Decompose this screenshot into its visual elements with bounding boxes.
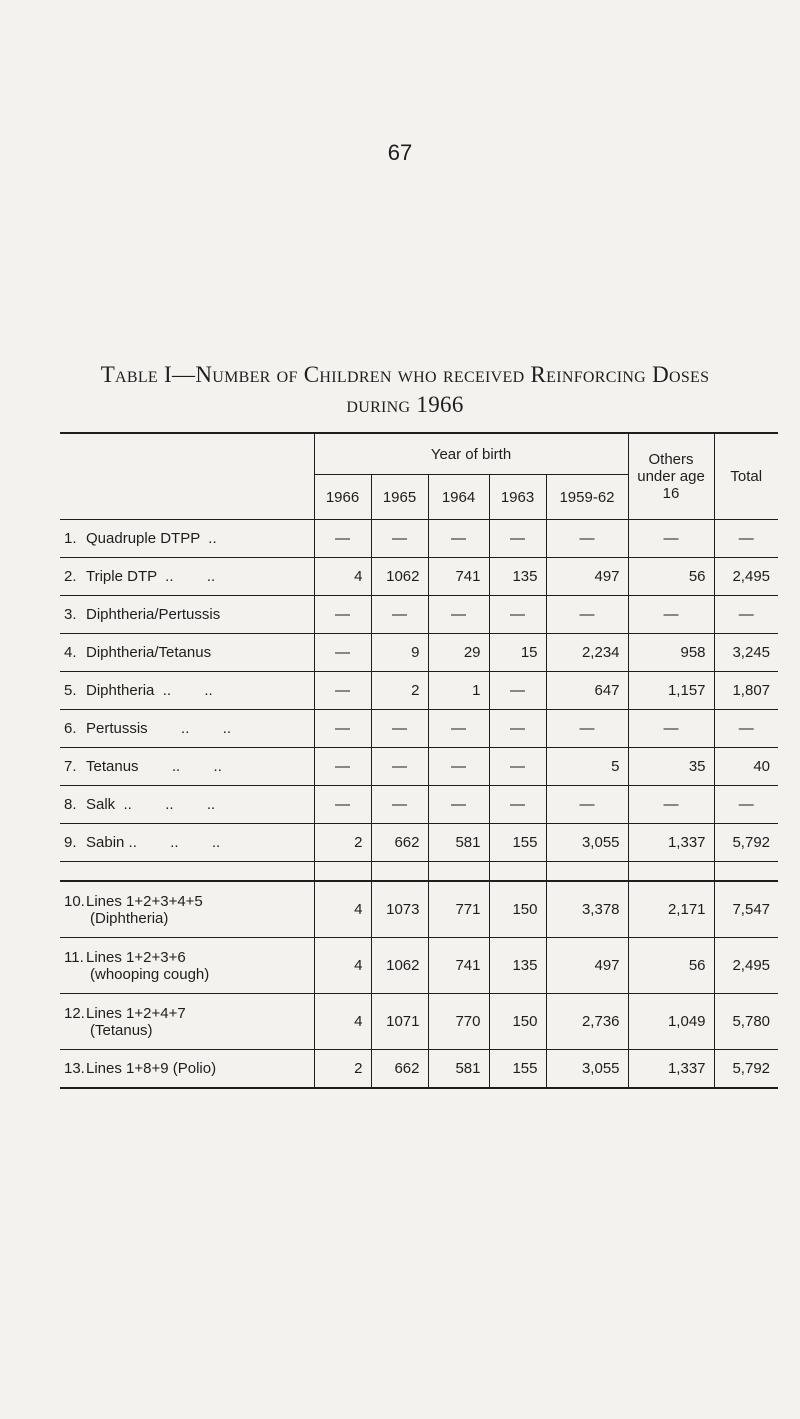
row-label-text: Lines 1+8+9 (Polio)	[86, 1060, 217, 1077]
table-title-line-1: Table I—Number of Children who received Reinforcing Doses	[100, 362, 710, 387]
data-cell: 155	[489, 1050, 546, 1089]
data-cell: —	[314, 710, 371, 748]
row-label-text: Pertussis .. ..	[86, 720, 232, 737]
data-cell: 1,337	[628, 824, 714, 862]
row-label	[60, 596, 314, 634]
data-cell: —	[628, 596, 714, 634]
data-cell: 2,495	[714, 558, 778, 596]
data-cell: 741	[428, 938, 489, 994]
data-cell: —	[428, 748, 489, 786]
data-cell: 4	[314, 938, 371, 994]
data-cell: —	[628, 786, 714, 824]
data-cell: 29	[428, 634, 489, 672]
data-cell: 1,337	[628, 1050, 714, 1089]
row-label	[60, 520, 314, 558]
data-cell: —	[371, 786, 428, 824]
row-label	[60, 786, 314, 824]
data-cell: 135	[489, 558, 546, 596]
data-cell: —	[546, 596, 628, 634]
data-cell: 958	[628, 634, 714, 672]
row-label-sub: (Tetanus)	[90, 1021, 153, 1039]
data-cell: 2,736	[546, 994, 628, 1050]
data-cell: 150	[489, 994, 546, 1050]
data-cell: 662	[371, 1050, 428, 1089]
row-number: 9.	[64, 834, 77, 851]
data-cell: 135	[489, 938, 546, 994]
data-cell: 5,780	[714, 994, 778, 1050]
row-number: 10.	[64, 892, 85, 910]
header-year: 1964	[428, 475, 489, 520]
data-cell: —	[314, 520, 371, 558]
data-cell: 35	[628, 748, 714, 786]
spacer-cell	[314, 862, 371, 882]
data-cell: —	[714, 520, 778, 558]
row-label	[60, 881, 314, 938]
data-cell: 2	[314, 824, 371, 862]
table-container	[60, 432, 778, 1089]
data-cell: 56	[628, 558, 714, 596]
table-title	[40, 360, 770, 420]
header-year-of-birth: Year of birth	[314, 433, 628, 475]
data-cell: 662	[371, 824, 428, 862]
data-cell: —	[428, 596, 489, 634]
row-label-text: Diphtheria/Tetanus	[86, 644, 212, 661]
data-cell: —	[314, 596, 371, 634]
data-cell: —	[489, 786, 546, 824]
data-cell: —	[546, 786, 628, 824]
table-body	[60, 520, 778, 1089]
spacer-cell	[714, 862, 778, 882]
data-cell: 1062	[371, 558, 428, 596]
data-cell: 1062	[371, 938, 428, 994]
row-number: 8.	[64, 796, 77, 813]
data-cell: —	[489, 748, 546, 786]
data-cell: 3,245	[714, 634, 778, 672]
data-cell: —	[428, 786, 489, 824]
data-cell: 1	[428, 672, 489, 710]
data-cell: —	[314, 748, 371, 786]
data-cell: —	[489, 520, 546, 558]
table-row	[60, 881, 778, 938]
row-number: 12.	[64, 1004, 85, 1022]
data-cell: 2,171	[628, 881, 714, 938]
data-cell: —	[371, 710, 428, 748]
data-cell: —	[489, 710, 546, 748]
spacer-cell	[546, 862, 628, 882]
row-label	[60, 824, 314, 862]
table-row	[60, 994, 778, 1050]
data-cell: —	[546, 520, 628, 558]
row-label	[60, 1050, 314, 1089]
row-label-text: Lines 1+2+4+7	[86, 1004, 186, 1022]
data-cell: 771	[428, 881, 489, 938]
data-cell: 3,378	[546, 881, 628, 938]
data-cell: 1,807	[714, 672, 778, 710]
table-row	[60, 634, 778, 672]
data-cell: 581	[428, 824, 489, 862]
data-cell: —	[714, 710, 778, 748]
row-label-text: Quadruple DTPP ..	[86, 530, 217, 547]
table-row	[60, 824, 778, 862]
data-cell: 150	[489, 881, 546, 938]
row-label-text: Diphtheria .. ..	[86, 682, 213, 699]
data-cell: —	[546, 710, 628, 748]
spacer-cell	[371, 862, 428, 882]
row-number: 3.	[64, 606, 77, 623]
data-cell: —	[314, 634, 371, 672]
header-blank	[60, 433, 314, 520]
data-cell: —	[714, 596, 778, 634]
row-label	[60, 634, 314, 672]
header-year: 1959-62	[546, 475, 628, 520]
data-cell: 7,547	[714, 881, 778, 938]
data-cell: 581	[428, 1050, 489, 1089]
data-cell: —	[371, 596, 428, 634]
data-cell: —	[371, 520, 428, 558]
table-row	[60, 938, 778, 994]
data-cell: 9	[371, 634, 428, 672]
table-row	[60, 596, 778, 634]
data-cell: 56	[628, 938, 714, 994]
data-cell: 2	[314, 1050, 371, 1089]
table-title-line-2: during 1966	[346, 392, 464, 417]
table-row	[60, 520, 778, 558]
table-row	[60, 1050, 778, 1089]
header-year: 1963	[489, 475, 546, 520]
data-cell: 4	[314, 881, 371, 938]
data-cell: —	[628, 710, 714, 748]
spacer-cell	[628, 862, 714, 882]
row-number: 1.	[64, 530, 77, 547]
row-number: 2.	[64, 568, 77, 585]
spacer-cell	[60, 862, 314, 882]
data-cell: 5	[546, 748, 628, 786]
row-label	[60, 558, 314, 596]
data-cell: —	[371, 748, 428, 786]
spacer-cell	[428, 862, 489, 882]
row-label-text: Diphtheria/Pertussis	[86, 606, 221, 623]
data-cell: 647	[546, 672, 628, 710]
data-cell: —	[489, 596, 546, 634]
data-cell: 1073	[371, 881, 428, 938]
data-cell: —	[428, 710, 489, 748]
data-cell: 1,157	[628, 672, 714, 710]
row-label	[60, 710, 314, 748]
data-cell: 40	[714, 748, 778, 786]
row-number: 6.	[64, 720, 77, 737]
data-cell: 741	[428, 558, 489, 596]
table-row	[60, 672, 778, 710]
data-cell: —	[314, 786, 371, 824]
row-number: 7.	[64, 758, 77, 775]
row-label-text: Salk .. .. ..	[86, 796, 216, 813]
reinforcing-doses-table	[60, 432, 778, 1089]
table-row	[60, 710, 778, 748]
row-label	[60, 748, 314, 786]
row-label	[60, 994, 314, 1050]
row-number: 5.	[64, 682, 77, 699]
data-cell: 2	[371, 672, 428, 710]
data-cell: 15	[489, 634, 546, 672]
header-year: 1965	[371, 475, 428, 520]
spacer-row	[60, 862, 778, 882]
data-cell: 3,055	[546, 824, 628, 862]
table-row	[60, 786, 778, 824]
row-label-sub: (whooping cough)	[90, 965, 210, 983]
table-row	[60, 748, 778, 786]
data-cell: 2,234	[546, 634, 628, 672]
row-label-text: Tetanus .. ..	[86, 758, 222, 775]
data-cell: —	[489, 672, 546, 710]
data-cell: 4	[314, 558, 371, 596]
row-number: 13.	[64, 1060, 85, 1077]
spacer-cell	[489, 862, 546, 882]
row-label	[60, 672, 314, 710]
data-cell: 5,792	[714, 824, 778, 862]
data-cell: 2,495	[714, 938, 778, 994]
data-cell: 5,792	[714, 1050, 778, 1089]
row-label-sub: (Diphtheria)	[90, 909, 169, 927]
data-cell: —	[714, 786, 778, 824]
data-cell: 155	[489, 824, 546, 862]
row-label-text: Lines 1+2+3+4+5	[86, 892, 203, 910]
header-total: Total	[714, 433, 778, 520]
data-cell: 1071	[371, 994, 428, 1050]
data-cell: 497	[546, 938, 628, 994]
data-cell: 1,049	[628, 994, 714, 1050]
data-cell: 770	[428, 994, 489, 1050]
row-label-text: Sabin .. .. ..	[86, 834, 221, 851]
data-cell: 497	[546, 558, 628, 596]
row-label-text: Triple DTP .. ..	[86, 568, 216, 585]
page-number: 67	[387, 140, 413, 165]
row-number: 11.	[64, 948, 84, 966]
data-cell: 4	[314, 994, 371, 1050]
table-row	[60, 558, 778, 596]
header-year: 1966	[314, 475, 371, 520]
data-cell: —	[428, 520, 489, 558]
header-others-under-16: Others under age 16	[628, 433, 714, 520]
data-cell: —	[628, 520, 714, 558]
row-label	[60, 938, 314, 994]
row-number: 4.	[64, 644, 77, 661]
data-cell: —	[314, 672, 371, 710]
row-label-text: Lines 1+2+3+6	[86, 948, 186, 966]
data-cell: 3,055	[546, 1050, 628, 1089]
